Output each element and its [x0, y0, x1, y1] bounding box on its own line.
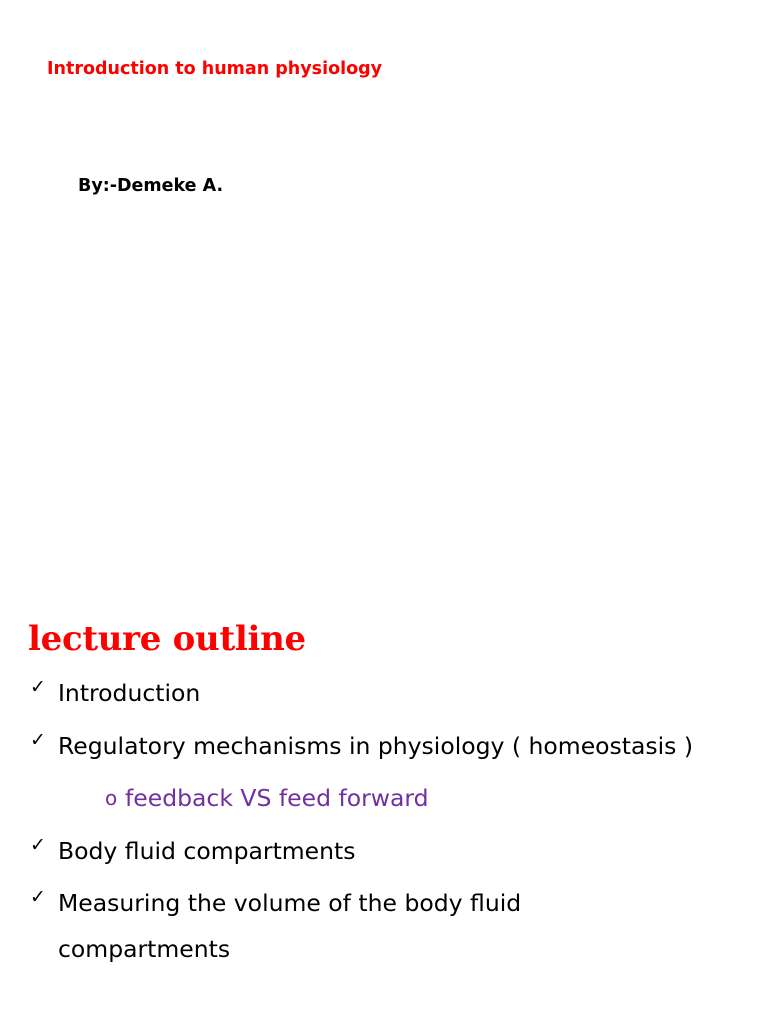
outline-heading: lecture outline — [28, 619, 306, 659]
circle-bullet-icon: o — [105, 786, 118, 810]
list-item-label: Regulatory mechanisms in physiology ( homeostasis ) — [58, 732, 694, 760]
check-icon: ✓ — [30, 886, 46, 908]
document-author: By:-Demeke A. — [78, 176, 224, 196]
list-item-label: Body fluid compartments — [58, 837, 356, 865]
list-item-label: Measuring the volume of the body fluid — [58, 889, 522, 917]
check-icon: ✓ — [30, 834, 46, 856]
check-icon: ✓ — [30, 676, 46, 698]
sub-list-item-label: feedback VS feed forward — [125, 784, 429, 812]
check-icon: ✓ — [30, 729, 46, 751]
list-item-label: Introduction — [58, 679, 201, 707]
document-title: Introduction to human physiology — [47, 59, 383, 79]
list-item-continuation: compartments — [58, 935, 231, 963]
